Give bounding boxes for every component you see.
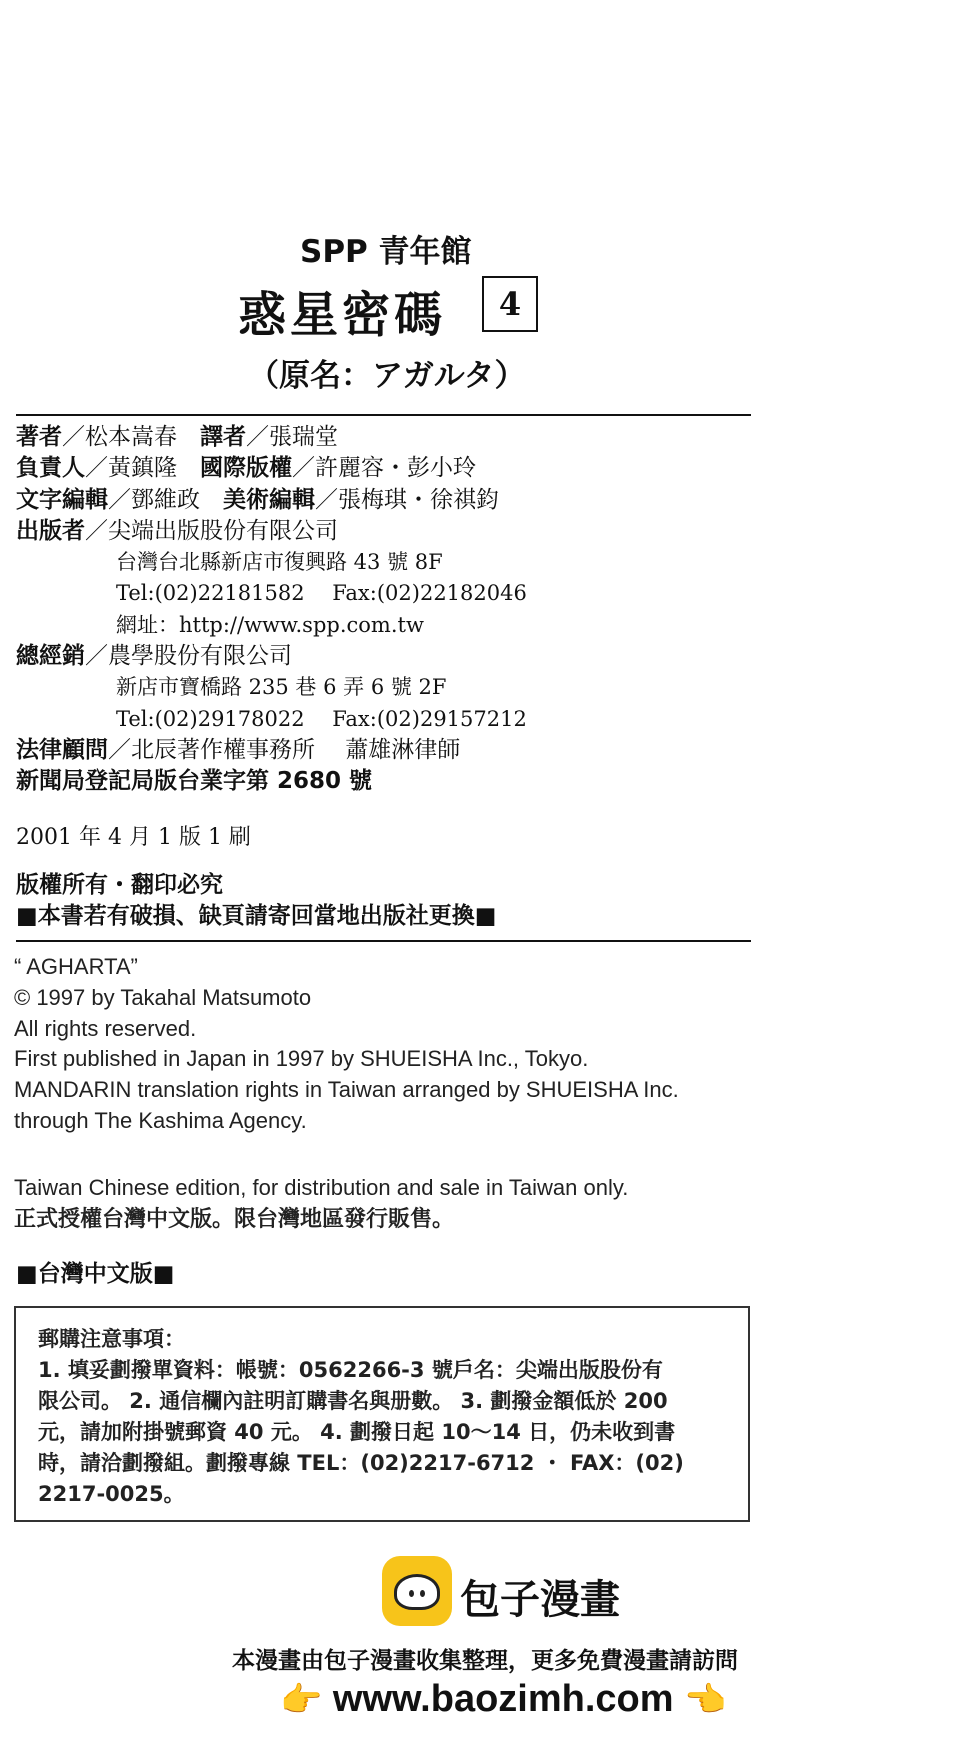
pointing-hand-right-icon: 👉 [280, 1681, 323, 1719]
baozi-logo-icon [382, 1556, 452, 1626]
registration-row: 新聞局登記局版台業字第 2680 號 [16, 768, 373, 795]
site-url[interactable]: www.baozimh.com [332, 1678, 674, 1720]
slogan: 本漫畫由包子漫畫收集整理，更多免費漫畫請訪問 [232, 1648, 738, 1674]
series-label: SPP 青年館 [300, 234, 472, 270]
taiwan-edition-note: Taiwan Chinese edition, for distribution and sale in Taiwan only. 正式授權台灣中文版。限台灣地區發行販售。 [14, 1175, 629, 1232]
distributor-address: 新店市寶橋路 235 巷 6 弄 6 號 2F [116, 675, 447, 700]
divider-bottom [16, 940, 751, 942]
english-copyright: “ AGHARTA” © 1997 by Takahal Matsumoto All rights reserved. First published in Japan in 1997 by SHUEISHA Inc., Tokyo. MANDARIN translation rights in Taiwan arranged by SHUEISHA Inc. through The Kashima Agency. [14, 954, 679, 1133]
rights-block [16, 870, 496, 932]
rights-line: ■本書若有破損、缺頁請寄回當地出版社更換■ [16, 903, 497, 929]
credits-block [16, 422, 756, 798]
credit-row: 文字編輯／鄧維政 美術編輯／張梅琪・徐祺鈞 [16, 486, 499, 513]
credit-row: 出版者／尖端出版股份有限公司 [16, 517, 338, 544]
volume-number: 4 [482, 276, 538, 332]
credit-row: 負責人／黃鎮隆 國際版權／許麗容・彭小玲 [16, 455, 476, 482]
publisher-website: 網址：http://www.spp.com.tw [116, 612, 424, 637]
legal-row: 法律顧問／北辰著作權事務所 蕭雄淋律師 [16, 736, 461, 763]
credit-row: 著者／松本嵩春 譯者／張瑞堂 [16, 424, 338, 450]
divider-top [16, 414, 751, 416]
distributor-row: 總經銷／農學股份有限公司 [16, 643, 292, 670]
distributor-phone: Tel:(02)29178022 Fax:(02)29157212 [116, 706, 527, 731]
mail-order-notice: 郵購注意事項： 1. 填妥劃撥單資料：帳號：0562266-3 號戶名：尖端出版股份有 限公司。 2. 通信欄內註明訂購書名與册數。 3. 劃撥金額低於 200 元，請加附掛號郵資 40 元。 4. 劃撥日起 10～14 日，仍未收到書 時，請洽劃撥組。劃撥專線 TEL：(02)2217-6712 ・ FAX：(02) 2217-0025。 [14, 1306, 750, 1522]
book-title: 惑星密碼 [238, 287, 447, 343]
publisher-address: 台灣台北縣新店市復興路 43 號 8F [116, 550, 443, 575]
site-link[interactable] [280, 1678, 726, 1721]
edition-date: 2001 年 4 月 1 版 1 刷 [16, 825, 251, 850]
brand-name: 包子漫畫 [460, 1577, 620, 1623]
publisher-phone: Tel:(02)22181582 Fax:(02)22182046 [116, 581, 527, 606]
original-title: （原名：アガルタ） [248, 358, 526, 394]
taiwan-edition-label: ■台灣中文版■ [16, 1261, 175, 1287]
rights-line: 版權所有・翻印必究 [16, 872, 223, 898]
pointing-hand-left-icon: 👈 [684, 1681, 727, 1719]
